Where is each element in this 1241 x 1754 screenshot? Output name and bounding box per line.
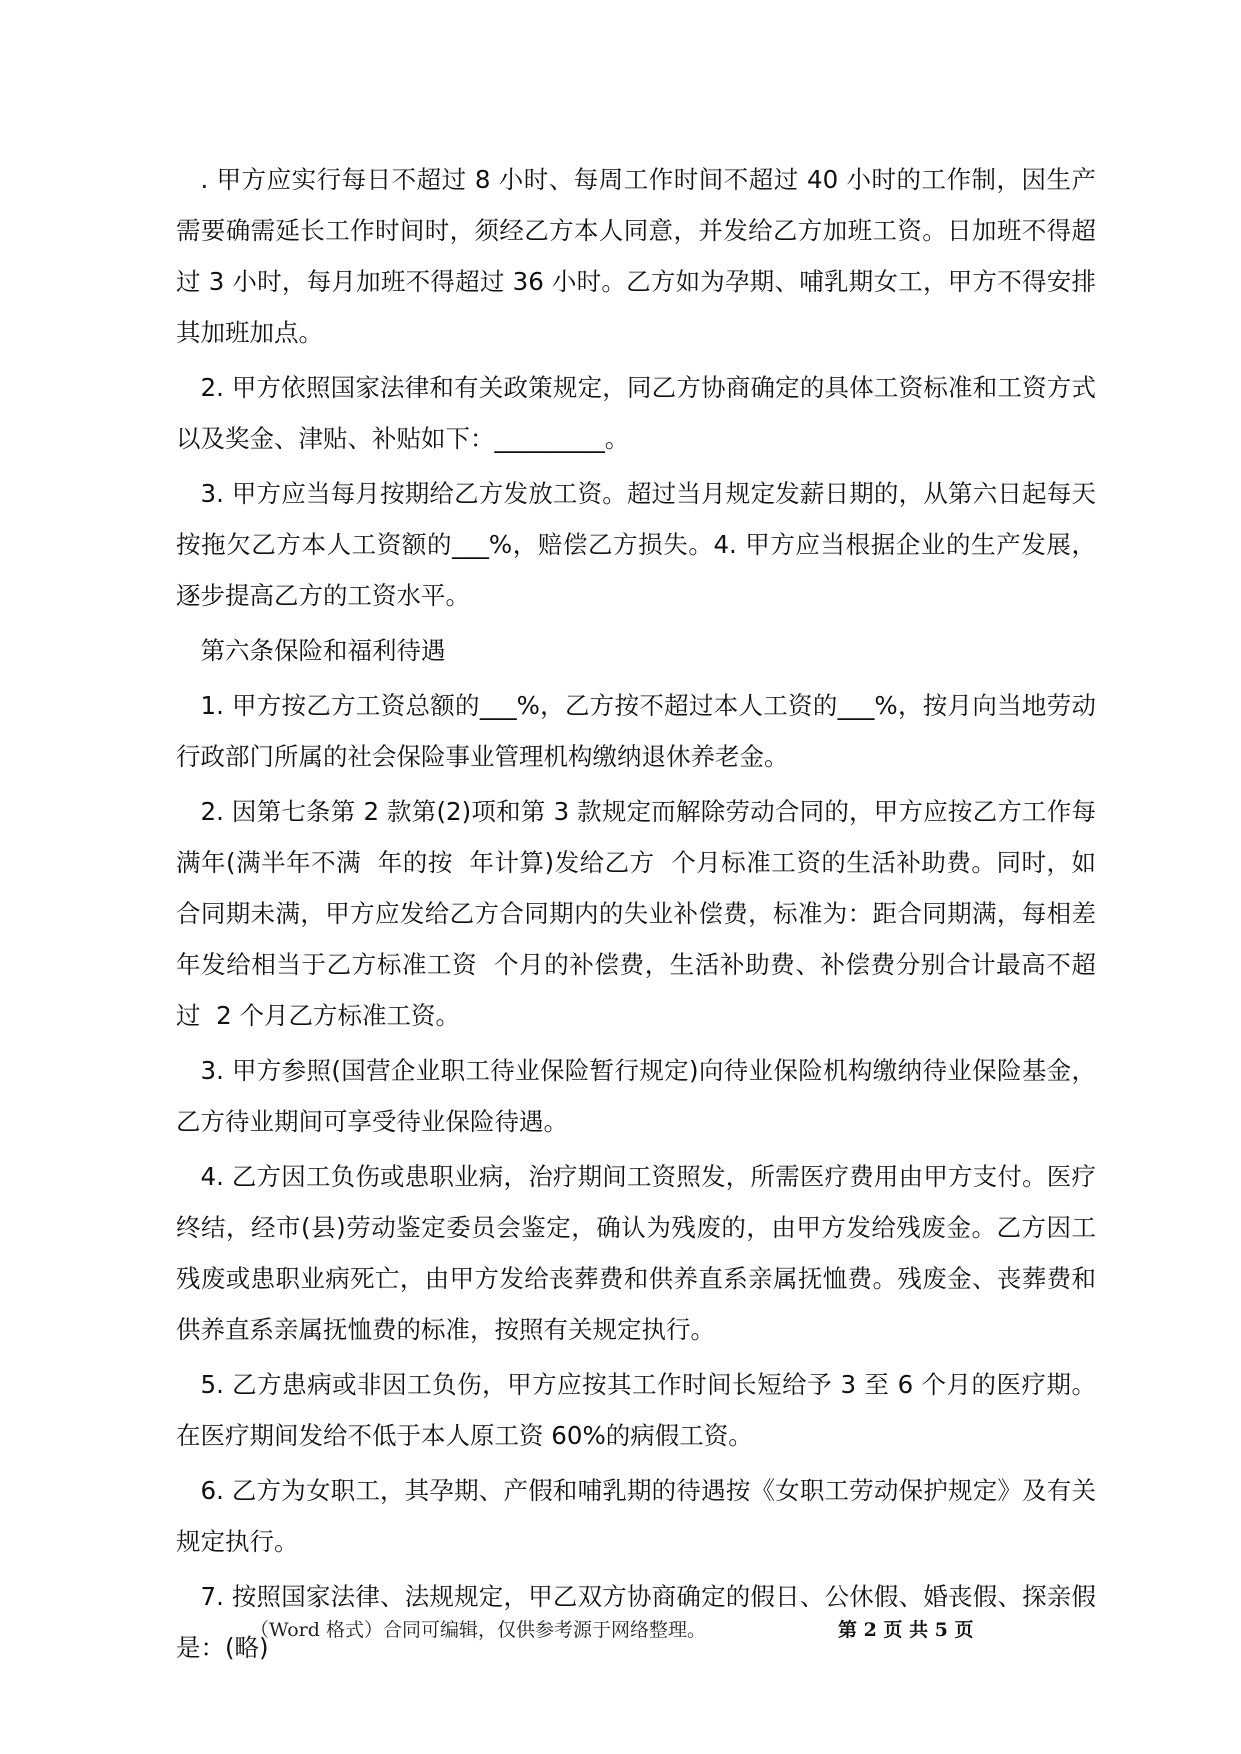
paragraph-wage-payment: 3. 甲方应当每月按期给乙方发放工资。超过当月规定发薪日期的，从第六日起每天按拖欠乙方本人工资额的___%，赔偿乙方损失。4. 甲方应当根据企业的生产发展，逐步提高乙方的工资水平。 — [176, 479, 1096, 610]
footer-note: （Word 格式）合同可编辑，仅供参考源于网络整理。 — [250, 1619, 706, 1641]
paragraph-work-injury: 4. 乙方因工负伤或患职业病，治疗期间工资照发，所需医疗费用由甲方支付。医疗终结，经市(县)劳动鉴定委员会鉴定，确认为残废的，由甲方发给残废金。乙方因工残废或患职业病死亡，由甲方发给丧葬费和供养直系亲属抚恤费。残废金、丧葬费和供养直系亲属抚恤费的标准，按照有关规定执行。 — [176, 1162, 1096, 1344]
paragraph-sick-leave: 5. 乙方患病或非因工负伤，甲方应按其工作时间长短给予 3 至 6 个月的医疗期。在医疗期间发给不低于本人原工资 60%的病假工资。 — [176, 1370, 1096, 1450]
paragraph-female-workers: 6. 乙方为女职工，其孕期、产假和哺乳期的待遇按《女职工劳动保护规定》及有关规定执行。 — [176, 1476, 1096, 1556]
paragraph-holidays: 7. 按照国家法律、法规规定，甲乙双方协商确定的假日、公休假、婚丧假、探亲假是：(略) — [176, 1582, 1096, 1662]
section-heading-insurance: 第六条保险和福利待遇 — [200, 636, 446, 665]
paragraph-living-allowance: 2. 因第七条第 2 款第(2)项和第 3 款规定而解除劳动合同的，甲方应按乙方工作每满年(满半年不满 年的按 年计算)发给乙方 个月标准工资的生活补助费。同时，如合同期未满，甲方应发给乙方合同期内的失业补偿费，标准为：距合同期满，每相差 年发给相当于乙方标准工资 个月的补偿费，生活补助费、补偿费分别合计最高不超过 2 个月乙方标准工资。 — [176, 797, 1112, 1030]
page-footer — [0, 1610, 1241, 1650]
document-body — [176, 154, 1112, 1677]
paragraph-pension: 1. 甲方按乙方工资总额的___%，乙方按不超过本人工资的___%，按月向当地劳动行政部门所属的社会保险事业管理机构缴纳退休养老金。 — [176, 691, 1096, 771]
paragraph-overtime-rules: . 甲方应实行每日不超过 8 小时、每周工作时间不超过 40 小时的工作制，因生产需要确需延长工作时间时，须经乙方本人同意，并发给乙方加班工资。日加班不得超过 3 小时，每月加班不得超过 36 小时。乙方如为孕期、哺乳期女工，甲方不得安排其加班加点。 — [176, 165, 1096, 347]
paragraph-unemployment-insurance: 3. 甲方参照(国营企业职工待业保险暂行规定)向待业保险机构缴纳待业保险基金，乙方待业期间可享受待业保险待遇。 — [176, 1056, 1096, 1136]
paragraph-wage-standard: 2. 甲方依照国家法律和有关政策规定，同乙方协商确定的具体工资标准和工资方式以及奖金、津贴、补贴如下：_________。 — [176, 373, 1096, 453]
page-number: 第 2 页 共 5 页 — [838, 1619, 974, 1641]
